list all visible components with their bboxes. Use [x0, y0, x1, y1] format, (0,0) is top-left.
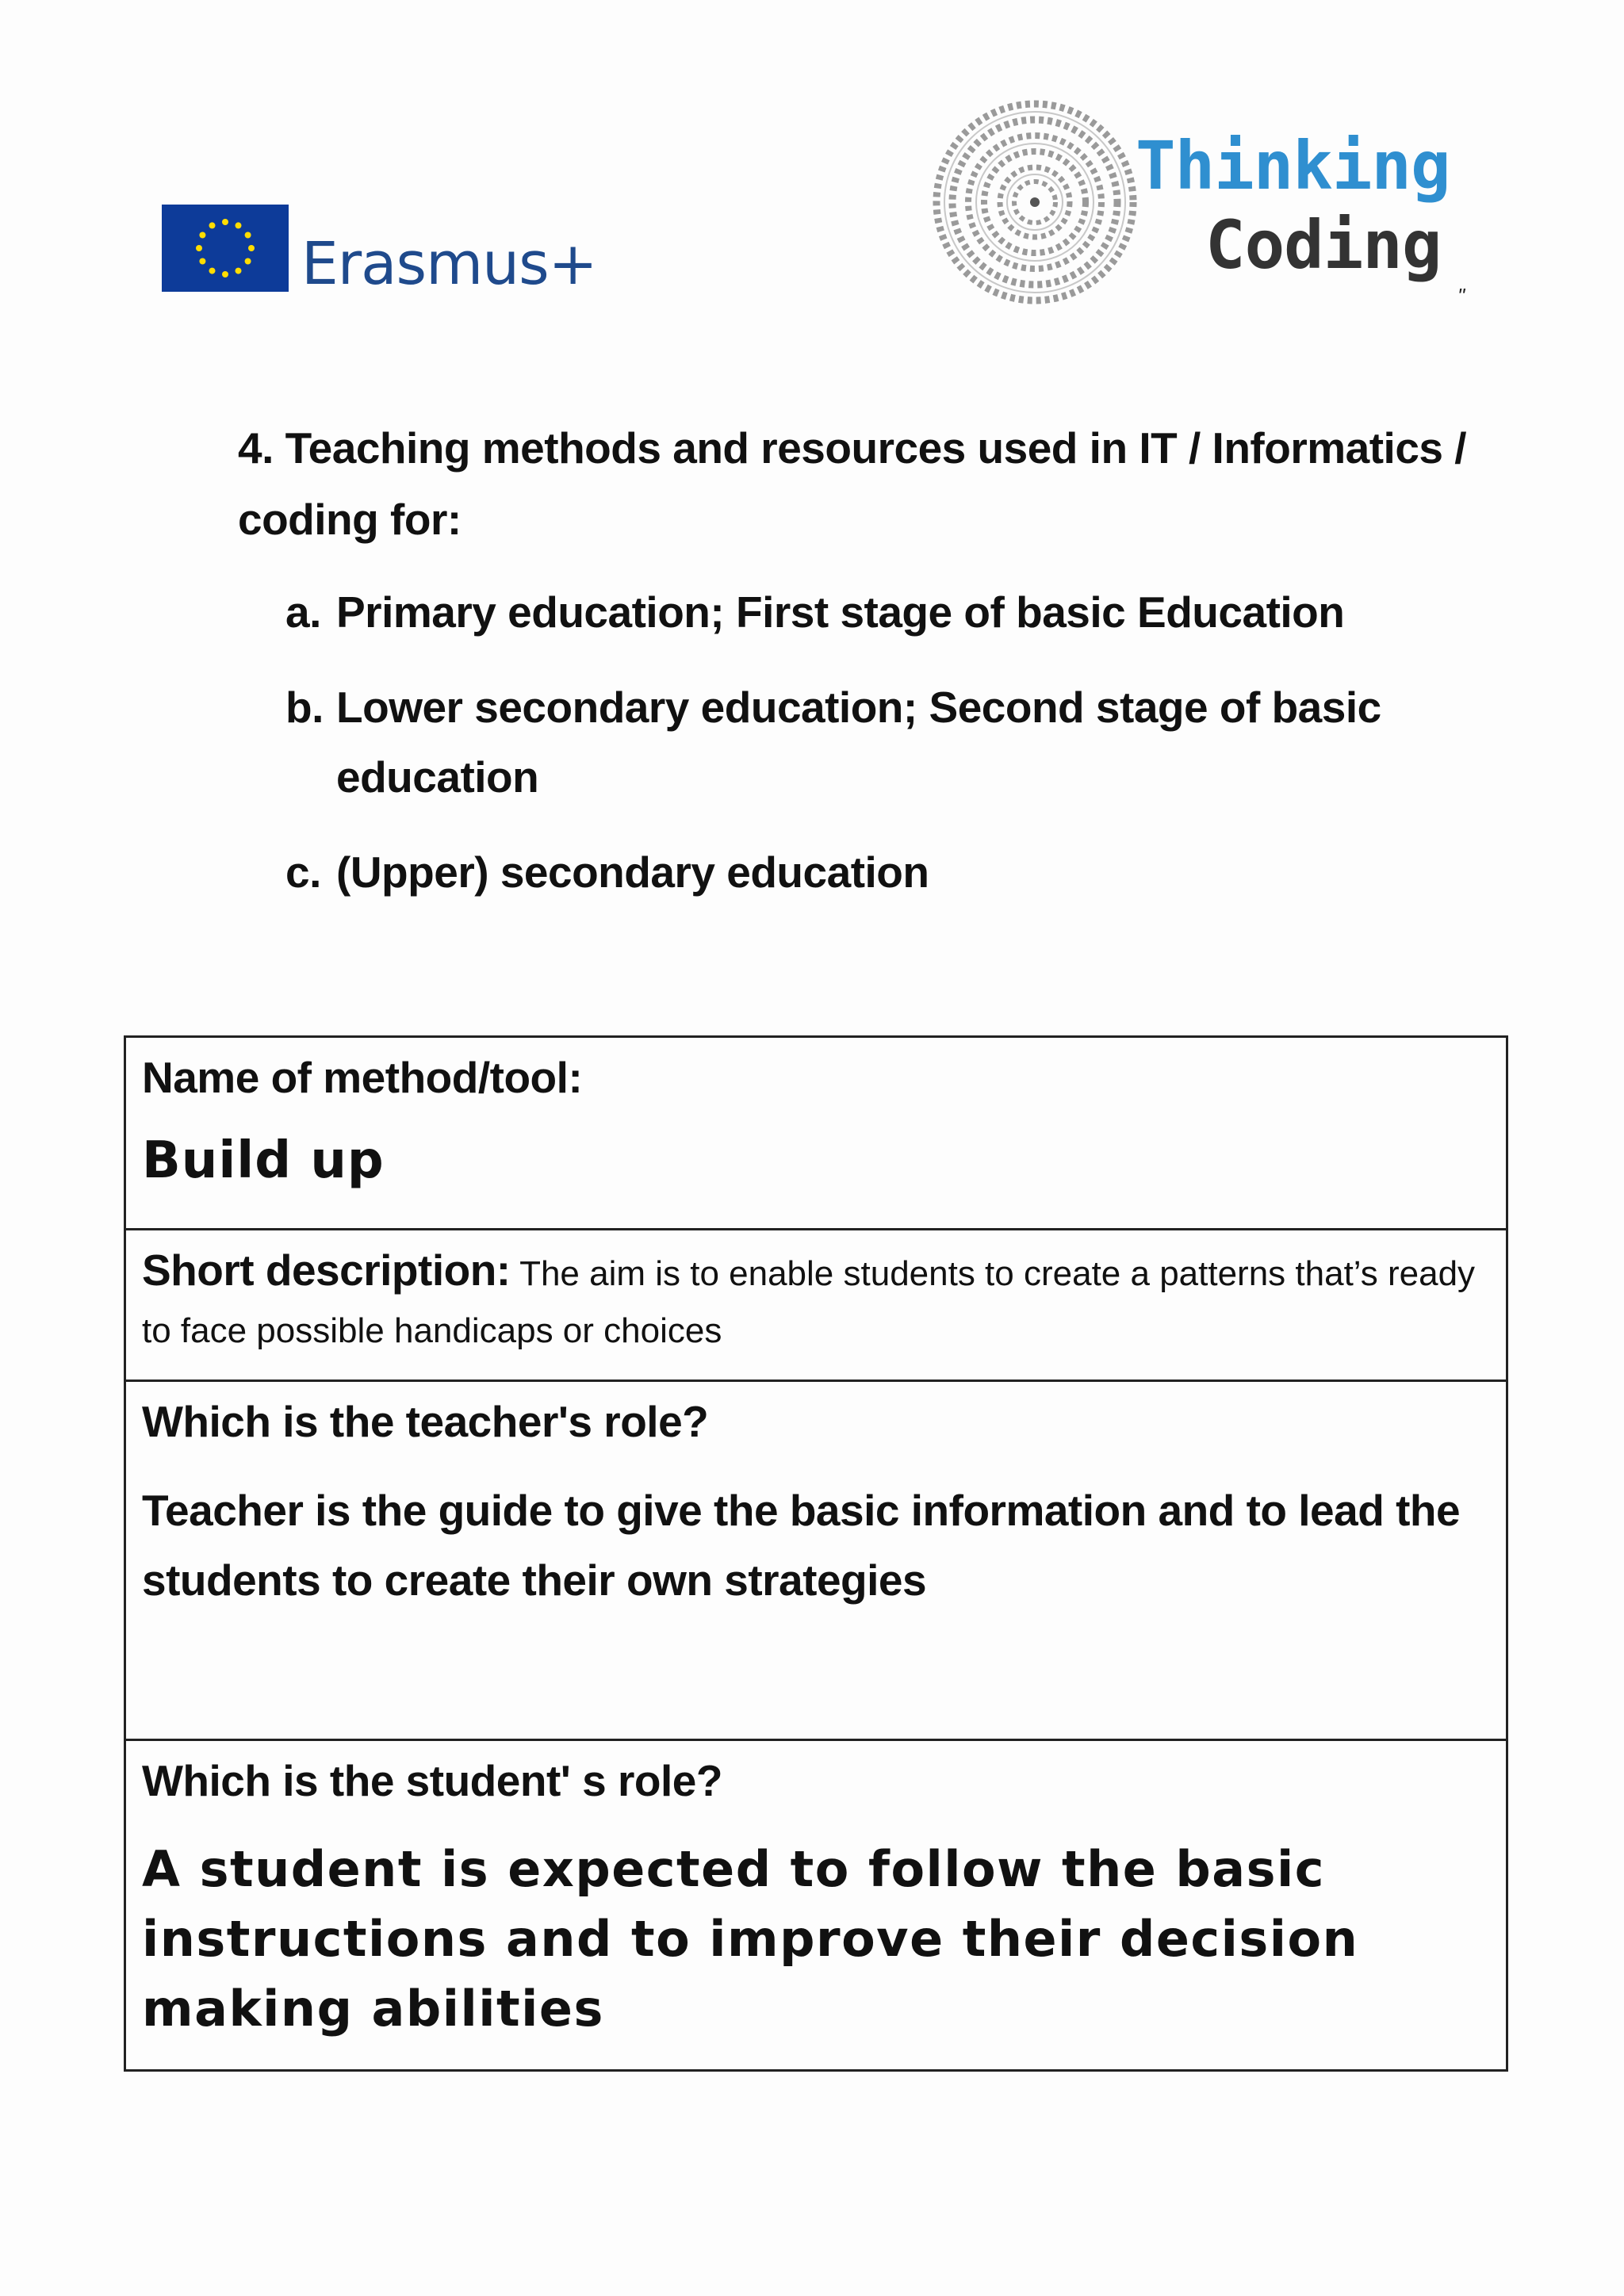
list-marker: c.	[285, 848, 321, 897]
coding-label: Coding	[1205, 206, 1442, 284]
erasmus-logo	[162, 198, 597, 298]
list-item-text: (Upper) secondary education	[336, 848, 929, 897]
method-name: Build up	[142, 1131, 385, 1190]
list-item-text: Primary education; First stage of basic Education	[336, 587, 1345, 637]
table-row-teacher	[126, 1382, 1506, 1741]
description-line	[142, 1238, 1490, 1360]
thinking-coding-logo	[928, 95, 1499, 325]
education-level-list	[285, 577, 1507, 907]
list-item-text: Lower secondary education; Second stage of basic education	[336, 683, 1381, 802]
name-label: Name of method/tool:	[142, 1053, 583, 1102]
binary-swirl-icon	[928, 95, 1142, 309]
section-heading: 4. Teaching methods and resources used in IT / Informatics / coding for:	[238, 423, 1467, 544]
list-item	[285, 577, 1507, 647]
intro-section	[238, 412, 1507, 932]
description-label: Short description:	[142, 1246, 511, 1295]
list-item	[285, 672, 1507, 812]
list-marker: b.	[285, 683, 324, 732]
eu-flag-icon	[162, 205, 289, 292]
thinking-label: Thinking	[1136, 127, 1450, 205]
list-item	[285, 837, 1507, 907]
table-row-student	[126, 1741, 1506, 2069]
erasmus-label: Erasmus+	[301, 230, 597, 298]
teacher-role-label: Which is the teacher's role?	[142, 1397, 709, 1446]
student-role-label: Which is the student' s role?	[142, 1756, 722, 1805]
table-row-name	[126, 1038, 1506, 1230]
list-marker: a.	[285, 587, 321, 637]
student-role-text: A student is expected to follow the basic instructions and to improve their decision making abilities	[142, 1840, 1359, 2038]
method-info-table	[124, 1035, 1508, 2072]
logo-mark: "	[1457, 284, 1465, 308]
teacher-role-text: Teacher is the guide to give the basic information and to lead the students to create their own strategies	[142, 1486, 1461, 1605]
table-row-description	[126, 1230, 1506, 1382]
description-text: The aim is to enable students to create a patterns that’s ready to face possible handicaps or choices	[142, 1254, 1476, 1350]
